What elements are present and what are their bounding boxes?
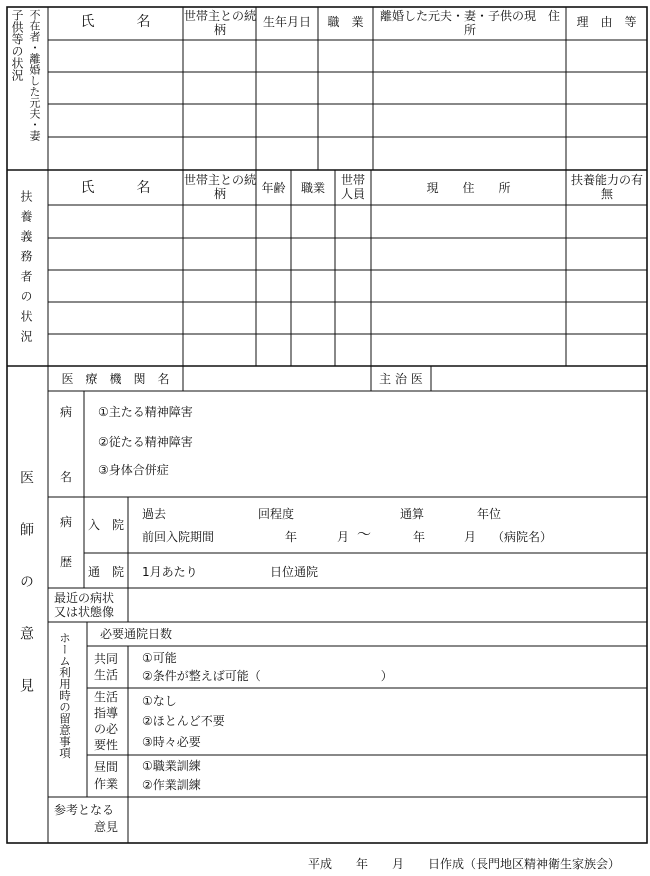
absent-header-name: 氏 名	[80, 14, 151, 30]
daytime-label-line2: 作業	[94, 777, 119, 791]
total-label: 通算	[400, 507, 425, 521]
doctor-side-label-text: 医 師 の 意 見	[18, 470, 34, 704]
footer-date-line: 平成 年 月 日作成（長門地区精神衛生家族会）	[308, 857, 621, 871]
guidance-label-line3: の必	[94, 722, 119, 736]
support-header-ability: 扶養能力の有無	[570, 173, 643, 201]
outpatient-label: 通 院	[87, 565, 124, 579]
absent-header-relation: 世帯主との続柄	[184, 9, 257, 37]
disease-item-1: ①主たる精神障害	[98, 405, 193, 419]
communal-label-line1: 共同	[94, 652, 119, 666]
years-label: 年位	[477, 507, 502, 521]
guidance-label-line4: 要性	[94, 738, 119, 752]
communal-label-line2: 生活	[94, 668, 119, 682]
history-label-1: 病	[60, 515, 73, 529]
days-visit-label: 日位通院	[270, 565, 319, 579]
disease-label-2: 名	[60, 470, 73, 484]
reference-label-line1: 参考となる	[54, 803, 115, 817]
daytime-label-line1: 昼間	[94, 760, 119, 774]
home-usage-label-text: ホーム利用時の留意事項	[58, 632, 72, 759]
institution-label: 医 療 機 関 名	[61, 372, 170, 386]
guidance-item-2: ②ほとんど不要	[142, 714, 225, 728]
tilde-label: ～	[357, 527, 371, 543]
support-header-age: 年齢	[261, 181, 286, 195]
per-month-label: 1月あたり	[142, 565, 198, 579]
daytime-item-2: ②作業訓練	[142, 778, 201, 792]
doctor-label: 主 治 医	[379, 372, 423, 386]
disease-item-2: ②従たる精神障害	[98, 435, 193, 449]
month1-label: 月	[337, 530, 350, 544]
absent-side-label-1	[10, 9, 26, 81]
guidance-item-3: ③時々必要	[142, 735, 201, 749]
inpatient-label: 入 院	[87, 518, 124, 532]
absent-header-address: 離婚した元夫・妻・子供の現 住 所	[380, 9, 573, 37]
recent-label-line2: 又は状態像	[54, 605, 115, 619]
year2-label: 年	[413, 530, 426, 544]
guidance-item-1: ①なし	[142, 694, 177, 708]
absent-header-birth: 生年月日	[262, 15, 311, 29]
visit-days-label: 必要通院日数	[100, 627, 173, 641]
absent-side-label-line1: 子供等の状況	[10, 9, 24, 81]
support-header-household: 世帯人員	[340, 173, 365, 201]
hospital-name-label: （病院名）	[492, 530, 553, 544]
recent-label-line1: 最近の病状	[54, 591, 115, 605]
support-side-label	[19, 190, 35, 350]
support-header-relation: 世帯主との続柄	[184, 173, 257, 201]
guidance-label-line2: 指導	[94, 706, 119, 720]
reference-label-line2: 意見	[94, 820, 119, 834]
disease-label-1: 病	[60, 405, 73, 419]
doctor-side-label	[19, 470, 35, 704]
times-label: 回程度	[258, 507, 295, 521]
past-label: 過去	[142, 507, 167, 521]
month2-label: 月	[464, 530, 477, 544]
year1-label: 年	[285, 530, 298, 544]
absent-header-occupation: 職 業	[327, 15, 364, 29]
guidance-label-line1: 生活	[94, 690, 119, 704]
absent-side-label-2	[28, 9, 44, 141]
support-header-name: 氏 名	[80, 180, 151, 196]
support-side-label-text: 扶養義務者の状況	[19, 190, 33, 350]
history-label-2: 歴	[60, 555, 73, 569]
daytime-item-1: ①職業訓練	[142, 759, 201, 773]
absent-side-label-line2: 不在者・離婚した元夫・妻	[28, 9, 41, 141]
support-header-address: 現 住 所	[426, 181, 511, 195]
previous-period-label: 前回入院期間	[142, 530, 215, 544]
home-usage-label	[59, 632, 75, 759]
communal-item-2: ②条件が整えば可能（ ）	[142, 669, 393, 683]
support-header-occupation: 職業	[300, 181, 325, 195]
disease-item-3: ③身体合併症	[98, 463, 169, 477]
communal-item-1: ①可能	[142, 651, 177, 665]
absent-header-reason: 理 由 等	[576, 15, 637, 29]
